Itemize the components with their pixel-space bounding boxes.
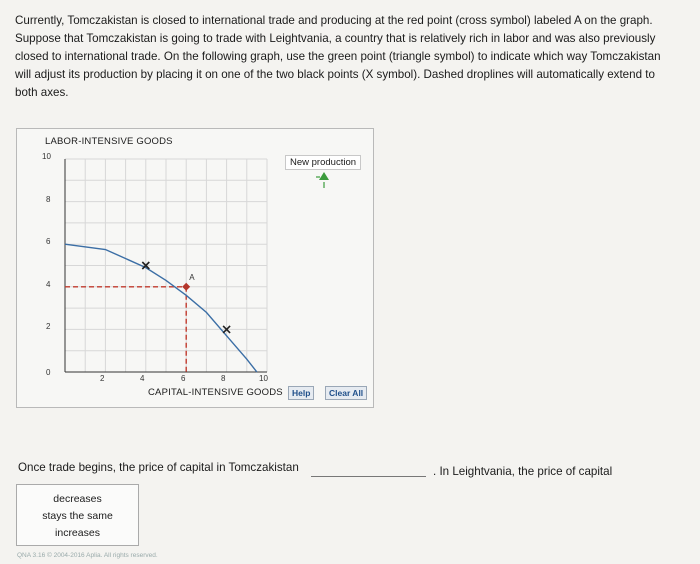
y-tick-8: 8 bbox=[46, 195, 51, 204]
new-production-legend: New production bbox=[285, 155, 361, 170]
y-tick-4: 4 bbox=[46, 280, 51, 289]
x-tick-8: 8 bbox=[221, 374, 226, 383]
help-button[interactable]: Help bbox=[288, 386, 314, 400]
clear-all-button[interactable]: Clear All bbox=[325, 386, 367, 400]
legend-triangle bbox=[319, 172, 329, 180]
copyright-footer: QNA 3.16 © 2004-2016 Aplia. All rights reserved. bbox=[17, 552, 158, 559]
x-tick-2: 2 bbox=[100, 374, 105, 383]
x-tick-4: 4 bbox=[140, 374, 145, 383]
question-text-1: Once trade begins, the price of capital in Tomczakistan bbox=[18, 461, 299, 474]
price-dropdown[interactable] bbox=[16, 484, 139, 546]
question-text-2: . In Leightvania, the price of capital bbox=[433, 465, 613, 478]
graph-panel bbox=[16, 128, 374, 408]
option-decreases[interactable]: decreases bbox=[53, 493, 102, 505]
option-stays-the-same[interactable]: stays the same bbox=[42, 510, 113, 522]
answer-blank-1[interactable] bbox=[311, 462, 426, 477]
x-axis-label: CAPITAL-INTENSIVE GOODS bbox=[148, 387, 283, 398]
x-tick-10: 10 bbox=[259, 374, 268, 383]
point-a-marker bbox=[182, 283, 190, 291]
option-increases[interactable]: increases bbox=[55, 527, 100, 539]
y-axis-label: LABOR-INTENSIVE GOODS bbox=[45, 136, 173, 147]
grid bbox=[65, 159, 267, 372]
y-tick-10: 10 bbox=[42, 152, 51, 161]
new-production-triangle-icon[interactable] bbox=[315, 170, 333, 190]
y-tick-0: 0 bbox=[46, 368, 51, 377]
y-tick-6: 6 bbox=[46, 237, 51, 246]
x-tick-6: 6 bbox=[181, 374, 186, 383]
y-tick-2: 2 bbox=[46, 322, 51, 331]
prompt-text: Currently, Tomczakistan is closed to international trade and producing at the red point (cross symbol) labeled A on the graph. Suppose that Tomczakistan is going to trade with Leightvania, a country that is relatively rich in labor and was also previously closed to international trade. On the following graph, use the green point (triangle symbol) to indicate which way Tomczakistan will adjust its production by placing it on one of the two black points (X symbol). Dashed droplines will automatically extend to both axes. bbox=[15, 14, 661, 99]
point-a-label: A bbox=[189, 272, 195, 282]
